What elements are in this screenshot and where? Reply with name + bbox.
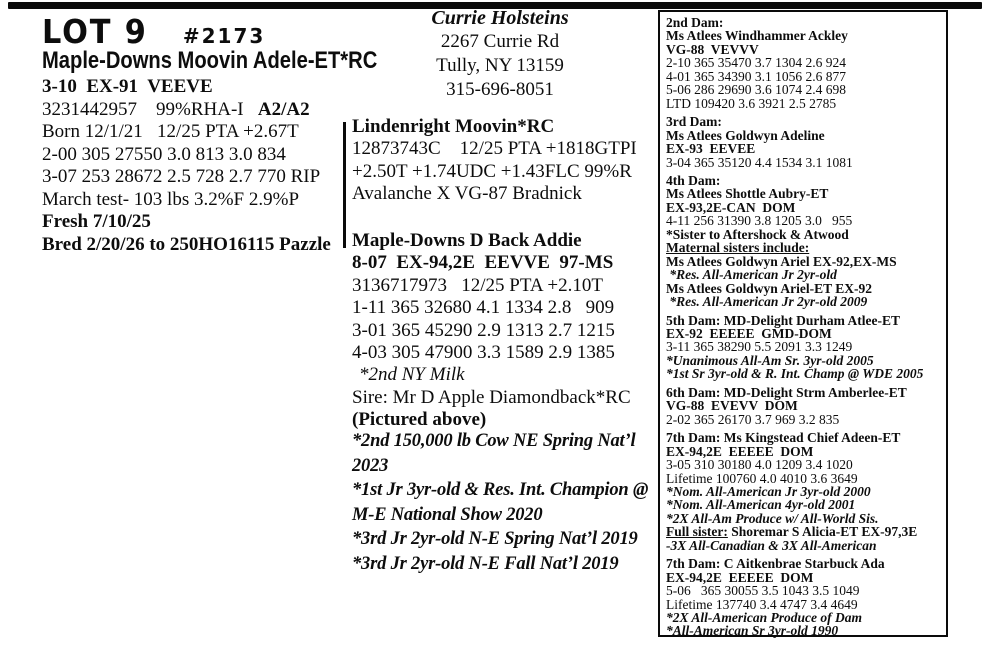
animal-name: Maple-Downs Moovin Adele-ET*RC bbox=[42, 47, 378, 74]
dam-reg-line: 3136717973 12/25 PTA +2.10T bbox=[352, 274, 603, 296]
pedigree-box bbox=[658, 10, 948, 637]
dam-record: 4-03 305 47900 3.3 1589 2.9 1385 bbox=[352, 342, 615, 364]
sire-name: Lindenright Moovin*RC bbox=[352, 116, 555, 137]
march-test-line: March test- 103 lbs 3.2%F 2.9%P bbox=[42, 188, 300, 210]
animal-info-column bbox=[42, 12, 378, 256]
born-line: Born 12/1/21 12/25 PTA +2.67T bbox=[42, 121, 299, 142]
pedigree-line: EX-93,2E-CAN DOM bbox=[666, 199, 796, 215]
pedigree-line: LTD 109420 3.6 3921 2.5 2785 bbox=[666, 95, 837, 111]
pedigree-line: Ms Atlees Goldwyn Adeline bbox=[666, 127, 825, 143]
pedigree-line: 6th Dam: MD-Delight Strm Amberlee-ET bbox=[666, 384, 907, 400]
pedigree-line: Maternal sisters include: bbox=[666, 240, 810, 256]
seller-name: Currie Holsteins bbox=[431, 7, 569, 29]
dam-name: Maple-Downs D Back Addie bbox=[352, 230, 582, 251]
sire-bracket-divider bbox=[343, 122, 346, 248]
pedigree-section bbox=[666, 557, 940, 638]
lactation-record: 3-07 253 28672 2.5 728 2.7 770 RIP bbox=[42, 166, 321, 187]
pedigree-line: 5-06 286 29690 3.6 1074 2.4 698 bbox=[666, 82, 846, 98]
seller-block bbox=[350, 6, 650, 102]
pedigree-line: 5-06 365 30055 3.5 1043 3.5 1049 bbox=[666, 583, 860, 599]
pedigree-line: 4th Dam: bbox=[666, 172, 721, 188]
animal-beta-casein: A2/A2 bbox=[257, 98, 310, 120]
pedigree-line: 2-10 365 35470 3.7 1304 2.6 924 bbox=[666, 55, 846, 71]
lactation-record: 2-00 305 27550 3.0 813 3.0 834 bbox=[42, 143, 286, 165]
pedigree-section bbox=[666, 431, 940, 552]
pictured-note: (Pictured above) bbox=[352, 409, 487, 431]
pedigree-line: 3-05 310 30180 4.0 1209 3.4 1020 bbox=[666, 457, 853, 473]
pedigree-line: 7th Dam: Ms Kingstead Chief Adeen-ET bbox=[666, 430, 901, 446]
pedigree-line: 4-11 256 31390 3.8 1205 3.0 955 bbox=[666, 213, 853, 229]
pedigree-line: 3rd Dam: bbox=[666, 114, 722, 130]
pedigree-line: 2nd Dam: bbox=[666, 15, 724, 30]
pedigree-line: 3-04 365 35120 4.4 1534 3.1 1081 bbox=[666, 154, 853, 170]
dam-sire-line: Sire: Mr D Apple Diamondback*RC bbox=[352, 386, 631, 408]
pedigree-line: 4-01 365 34390 3.1 1056 2.6 877 bbox=[666, 68, 846, 84]
sire-proof-line: +2.50T +1.74UDC +1.43FLC 99%R bbox=[352, 160, 632, 182]
lot-number: #2173 bbox=[182, 24, 266, 48]
pedigree-line: Ms Atlees Goldwyn Ariel EX-92,EX-MS bbox=[666, 253, 897, 269]
achievement-line: *3rd Jr 2yr-old N-E Fall Nat’l 2019 bbox=[352, 553, 619, 574]
seller-phone: 315-696-8051 bbox=[446, 79, 554, 100]
pedigree-line: EX-93 EEVEE bbox=[666, 141, 756, 157]
pedigree-section bbox=[666, 314, 940, 381]
pedigree-line: *1st Sr 3yr-old & R. Int. Champ @ WDE 2005 bbox=[666, 366, 924, 382]
sire-block bbox=[352, 116, 652, 206]
lot-row bbox=[42, 12, 348, 51]
animal-score-line: 3-10 EX-91 VEEVE bbox=[42, 76, 213, 97]
pedigree-line-prefix: Full sister: bbox=[666, 524, 728, 540]
animal-reg-number: 3231442957 bbox=[42, 98, 137, 120]
fresh-line: Fresh 7/10/25 bbox=[42, 211, 151, 232]
dam-record: 1-11 365 32680 4.1 1334 2.8 909 bbox=[352, 297, 615, 319]
pedigree-line: *2X All-American Produce of Dam bbox=[666, 610, 862, 626]
pedigree-line: VG-88 EVEVV DOM bbox=[666, 398, 798, 414]
pedigree-line: EX-94,2E EEEEE DOM bbox=[666, 443, 814, 459]
pedigree-line: *Unanimous All-Am Sr. 3yr-old 2005 bbox=[666, 352, 874, 368]
pedigree-line: 2-02 365 26170 3.7 969 3.2 835 bbox=[666, 411, 840, 427]
pedigree-line: Ms Atlees Goldwyn Ariel-ET EX-92 bbox=[666, 280, 873, 296]
pedigree-line: EX-92 EEEEE GMD-DOM bbox=[666, 325, 832, 341]
pedigree-section bbox=[666, 16, 940, 110]
animal-reg-line bbox=[42, 99, 348, 122]
pedigree-section bbox=[666, 115, 940, 169]
pedigree-section bbox=[666, 174, 940, 309]
achievement-line: *2nd 150,000 lb Cow NE Spring Nat’l 2023 bbox=[352, 431, 636, 476]
pedigree-line: *All-American Sr 3yr-old 1990 bbox=[666, 623, 839, 639]
pedigree-line: *Nom. All-American 4yr-old 2001 bbox=[666, 497, 856, 513]
animal-rha: 99%RHA-I bbox=[156, 98, 244, 120]
pedigree-line: *Res. All-American Jr 2yr-old 2009 bbox=[666, 294, 868, 310]
lot-label: LOT 9 bbox=[42, 12, 148, 51]
pedigree-line: *Sister to Aftershock & Atwood bbox=[666, 226, 849, 242]
pedigree-section bbox=[666, 386, 940, 426]
pedigree-line: Lifetime 137740 3.4 4747 3.4 4649 bbox=[666, 596, 858, 612]
pedigree-line: 5th Dam: MD-Delight Durham Atlee-ET bbox=[666, 312, 900, 328]
pedigree-line: *Res. All-American Jr 2yr-old bbox=[666, 267, 837, 283]
sire-reg-line: 12873743C 12/25 PTA +1818GTPI bbox=[352, 138, 637, 160]
seller-address-1: 2267 Currie Rd bbox=[440, 31, 560, 52]
pedigree-line: *Nom. All-American Jr 3yr-old 2000 bbox=[666, 483, 871, 499]
dam-record: 3-01 365 45290 2.9 1313 2.7 1215 bbox=[352, 319, 615, 341]
pedigree-line: EX-94,2E EEEEE DOM bbox=[666, 569, 814, 585]
bred-line: Bred 2/20/26 to 250HO16115 Pazzle bbox=[42, 233, 331, 255]
dam-block bbox=[352, 230, 652, 432]
sire-pedigree-line: Avalanche X VG-87 Bradnick bbox=[352, 183, 582, 205]
pedigree-line: Ms Atlees Shottle Aubry-ET bbox=[666, 186, 829, 202]
achievement-line: *3rd Jr 2yr-old N-E Spring Nat’l 2019 bbox=[352, 529, 638, 549]
dam-milk-note: *2nd NY Milk bbox=[359, 364, 465, 386]
achievement-line: *1st Jr 3yr-old & Res. Int. Champion @ M-E National Show 2020 bbox=[352, 480, 649, 525]
pedigree-line: Lifetime 100760 4.0 4010 3.6 3649 bbox=[666, 470, 858, 486]
pedigree-line: 7th Dam: C Aitkenbrae Starbuck Ada bbox=[666, 556, 885, 572]
pedigree-line: *2X All-Am Produce w/ All-World Sis. bbox=[666, 510, 879, 526]
pedigree-line: -3X All-Canadian & 3X All-American bbox=[666, 537, 877, 553]
dam-score-line: 8-07 EX-94,2E EEVVE 97-MS bbox=[352, 252, 614, 274]
pedigree-line: 3-11 365 38290 5.5 2091 3.3 1249 bbox=[666, 339, 853, 355]
pedigree-line: VG-88 VEVVV bbox=[666, 41, 759, 57]
pedigree-line: Ms Atlees Windhammer Ackley bbox=[666, 28, 848, 44]
seller-address-2: Tully, NY 13159 bbox=[436, 55, 564, 76]
dam-achievements bbox=[352, 429, 658, 576]
pedigree-line: Full sister: Shoremar S Alicia-ET EX-97,3E bbox=[666, 524, 918, 540]
